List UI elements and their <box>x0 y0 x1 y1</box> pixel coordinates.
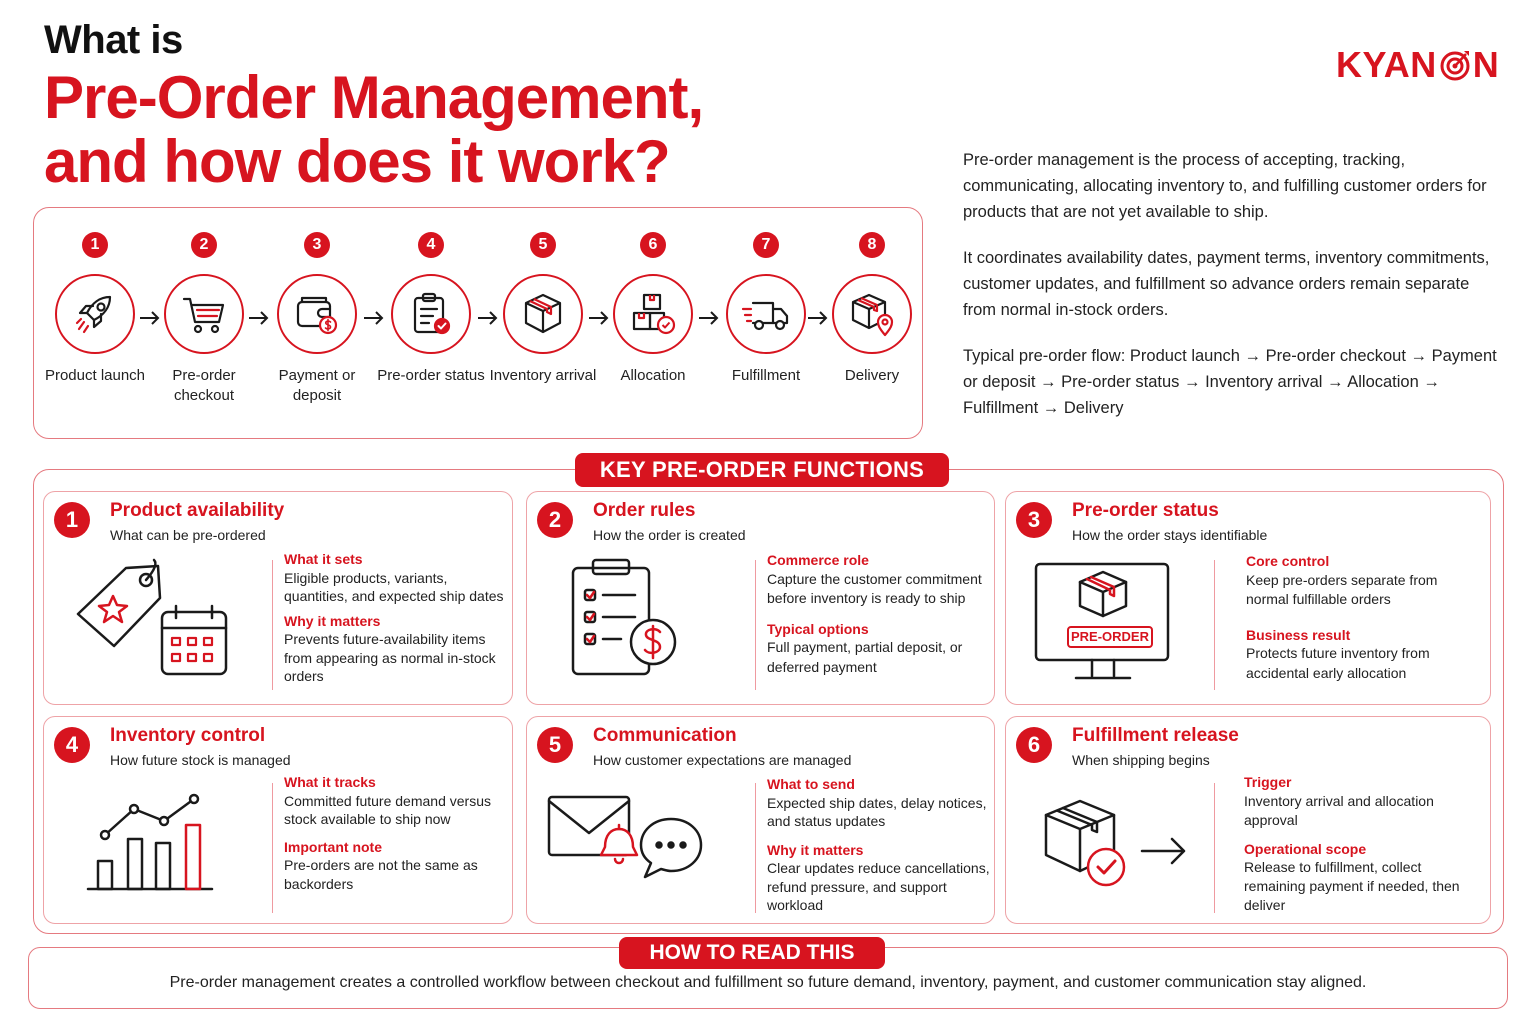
cart-icon <box>179 289 229 339</box>
clipboard-check-icon <box>406 289 456 339</box>
detail-text-1: Inventory arrival and allocation approval <box>1244 792 1434 828</box>
detail-heading-1: What to send <box>767 776 855 792</box>
card-number: 2 <box>537 502 573 538</box>
detail-text-2: Full payment, partial deposit, or deferred payment <box>767 639 963 675</box>
detail-heading-1: What it tracks <box>284 774 376 790</box>
step-icon-circle <box>503 274 583 354</box>
detail-text-1: Eligible products, variants, quantities, and expected ship dates <box>284 569 504 604</box>
function-card-5 <box>526 716 995 924</box>
step-number: 5 <box>530 232 556 258</box>
card-divider <box>1214 783 1215 913</box>
boxes-check-icon <box>628 289 678 339</box>
flow-step-8 <box>817 232 927 386</box>
box-pin-icon <box>847 289 897 339</box>
detail-text-2: Release to fulfillment, collect remaining payment if needed, then deliver <box>1244 859 1460 913</box>
step-number: 4 <box>418 232 444 258</box>
function-card-2 <box>526 491 995 705</box>
detail-heading-2: Typical options <box>767 620 869 637</box>
card-subtitle: How the order is created <box>593 527 746 543</box>
step-number: 1 <box>82 232 108 258</box>
step-label: Product launch <box>44 367 146 384</box>
card-divider <box>1214 560 1215 690</box>
mail-bell-chat-icon <box>541 779 751 919</box>
card-divider <box>272 783 273 913</box>
function-card-4 <box>43 716 513 924</box>
detail-text-1: Keep pre-orders separate from normal fulfillable orders <box>1246 571 1438 607</box>
card-number: 5 <box>537 727 573 763</box>
detail-heading-2: Why it matters <box>767 841 864 858</box>
step-icon-circle <box>726 274 806 354</box>
detail-text-1: Committed future demand versus stock available to ship now <box>284 792 491 827</box>
detail-heading-2: Business result <box>1246 626 1351 643</box>
card-divider <box>272 560 273 690</box>
how-to-read-text: Pre-order management creates a controlled workflow between checkout and fulfillment so future demand, inventory, payment, and customer communication stay aligned. <box>169 974 1367 991</box>
function-card-1 <box>43 491 513 705</box>
card-title: Product availability <box>110 500 285 521</box>
step-number: 2 <box>191 232 217 258</box>
flow-step-3 <box>262 232 372 406</box>
step-label: Fulfillment <box>731 367 801 384</box>
tag-calendar-icon <box>58 554 268 694</box>
monitor-preorder-icon <box>1020 554 1230 694</box>
truck-icon <box>739 289 793 339</box>
flow-step-1 <box>40 232 150 386</box>
detail-heading-1: Trigger <box>1244 774 1292 790</box>
flow-step-5 <box>488 232 598 386</box>
intro-paragraph-1: Pre-order management is the process of accepting, tracking, communicating, allocating inventory to, and fulfilling customer orders for products that are not yet available to ship. <box>963 151 1487 221</box>
card-details <box>767 551 993 677</box>
card-number: 6 <box>1016 727 1052 763</box>
step-icon-circle <box>832 274 912 354</box>
step-label: Inventory arrival <box>489 367 597 384</box>
bar-chart-trend-icon <box>58 779 268 919</box>
step-label: Pre-order status <box>377 367 485 384</box>
card-title: Fulfillment release <box>1072 725 1239 746</box>
card-number: 1 <box>54 502 90 538</box>
function-card-3 <box>1005 491 1491 705</box>
card-title: Communication <box>593 725 737 746</box>
step-icon-circle <box>55 274 135 354</box>
card-subtitle: How the order stays identifiable <box>1072 527 1268 543</box>
flow-step-6 <box>598 232 708 386</box>
function-card-6 <box>1005 716 1491 924</box>
card-title: Inventory control <box>110 725 266 746</box>
step-label: Allocation <box>620 367 686 384</box>
title-prefix: What is <box>44 18 183 62</box>
step-icon-circle <box>277 274 357 354</box>
card-divider <box>755 560 756 690</box>
target-icon <box>1438 48 1472 82</box>
kyanon-logo <box>1336 44 1499 86</box>
logo-text-left: KYAN <box>1336 44 1437 85</box>
detail-heading-2: Operational scope <box>1244 840 1367 857</box>
step-icon-circle <box>391 274 471 354</box>
how-to-read-title: HOW TO READ THIS <box>619 937 885 969</box>
card-number: 4 <box>54 727 90 763</box>
process-flow <box>33 207 923 439</box>
detail-heading-2: Why it matters <box>284 612 381 629</box>
checklist-dollar-icon <box>541 554 751 694</box>
step-label: Delivery <box>844 367 900 384</box>
box-check-arrow-icon <box>1020 779 1230 919</box>
flow-step-7 <box>711 232 821 386</box>
detail-text-2: Prevents future-availability items from appearing as normal in-stock orders <box>284 631 496 684</box>
detail-heading-1: Commerce role <box>767 552 869 568</box>
card-details <box>1244 773 1484 915</box>
intro-paragraph-2: It coordinates availability dates, payment terms, inventory commitments, customer updates, and fulfillment so advance orders remain separate from normal in-stock orders. <box>963 249 1490 319</box>
preorder-screen-label: PRE-ORDER <box>1067 626 1153 648</box>
wallet-icon <box>292 289 342 339</box>
flow-step-2 <box>149 232 259 406</box>
step-icon-circle <box>164 274 244 354</box>
detail-text-1: Capture the customer commitment before inventory is ready to ship <box>767 570 982 606</box>
step-icon-circle <box>613 274 693 354</box>
detail-heading-2: Important note <box>284 838 382 855</box>
logo-text-right: N <box>1472 44 1500 85</box>
step-number: 7 <box>753 232 779 258</box>
detail-text-2: Clear updates reduce cancellations, refund pressure, and support workload <box>767 860 990 913</box>
step-label: Pre-order checkout <box>172 367 236 404</box>
page-title-line-2: and how does it work? <box>44 128 670 195</box>
card-subtitle: When shipping begins <box>1072 752 1210 768</box>
detail-text-2: Pre-orders are not the same as backorders <box>284 857 478 892</box>
box-icon <box>518 289 568 339</box>
step-number: 8 <box>859 232 885 258</box>
card-title: Pre-order status <box>1072 500 1219 521</box>
rocket-icon <box>70 289 120 339</box>
card-details <box>284 550 510 686</box>
step-number: 3 <box>304 232 330 258</box>
intro-paragraph-3: Typical pre-order flow: Product launch → Pre-order checkout → Payment or deposit → Pre-order status → Inventory arrival → Allocation → Fulfillment → Delivery <box>963 347 1497 417</box>
key-functions-title: KEY PRE-ORDER FUNCTIONS <box>575 453 949 487</box>
card-subtitle: How future stock is managed <box>110 752 291 768</box>
detail-text-1: Expected ship dates, delay notices, and status updates <box>767 794 987 829</box>
card-subtitle: How customer expectations are managed <box>593 752 852 768</box>
flow-step-4 <box>376 232 486 386</box>
card-divider <box>755 783 756 913</box>
detail-heading-1: What it sets <box>284 551 363 567</box>
card-details <box>284 773 510 893</box>
card-details <box>1246 552 1482 683</box>
card-number: 3 <box>1016 502 1052 538</box>
card-title: Order rules <box>593 500 696 521</box>
page-title-line-1: Pre-Order Management, <box>44 64 704 131</box>
step-number: 6 <box>640 232 666 258</box>
detail-heading-1: Core control <box>1246 553 1330 569</box>
detail-text-2: Protects future inventory from accidental early allocation <box>1246 645 1430 681</box>
step-label: Payment or deposit <box>278 367 356 404</box>
card-subtitle: What can be pre-ordered <box>110 527 266 543</box>
card-details <box>767 775 995 915</box>
